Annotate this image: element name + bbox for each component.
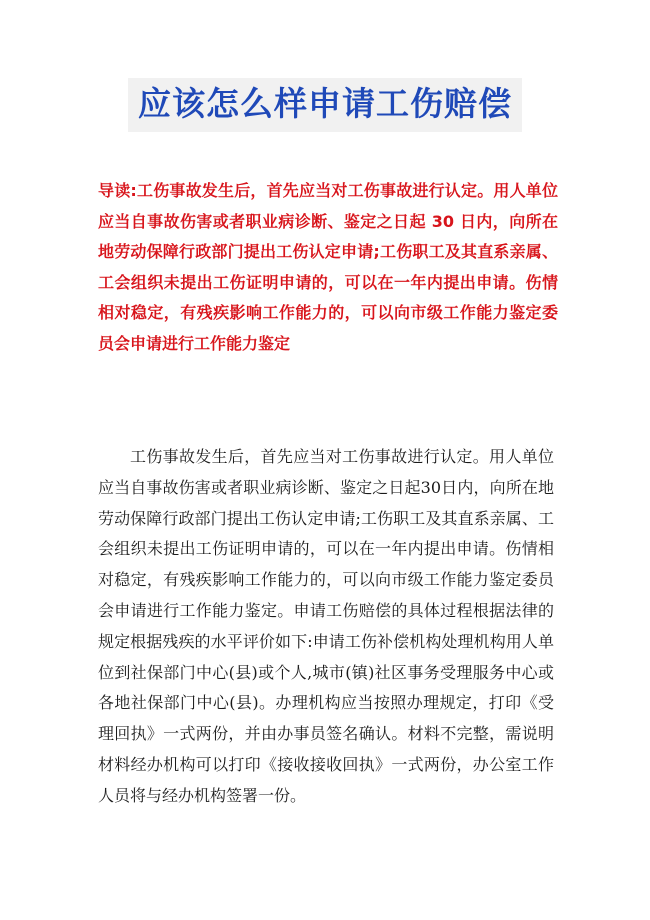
title-container — [0, 78, 650, 132]
body-paragraph: 工伤事故发生后，首先应当对工伤事故进行认定。用人单位应当自事故伤害或者职业病诊断、鉴定之日起30日内，向所在地劳动保障行政部门提出工伤认定申请;工伤职工及其直系亲属、工会组织未提出工伤证明申请的，可以在一年内提出申请。伤情相对稳定，有残疾影响工作能力的，可以向市级工作能力鉴定委员会申请进行工作能力鉴定。申请工伤赔偿的具体过程根据法律的规定根据残疾的水平评价如下:申请工伤补偿机构处理机构用人单位到社保部门中心(县)或个人,城市(镇)社区事务受理服务中心或各地社保部门中心(县)。办理机构应当按照办理规定，打印《受理回执》一式两份，并由办事员签名确认。材料不完整，需说明材料经办机构可以打印《接收接收回执》一式两份，办公室工作人员将与经办机构签署一份。 — [98, 447, 554, 805]
summary-text: 工伤事故发生后，首先应当对工伤事故进行认定。用人单位应当自事故伤害或者职业病诊断、鉴定之日起 30 日内，向所在地劳动保障行政部门提出工伤认定申请;工伤职工及其直系亲属、工会组织未提出工伤证明申请的，可以在一年内提出申请。伤情相对稳定，有残疾影响工作能力的，可以向市级工作能力鉴定委员会申请进行工作能力鉴定 — [98, 181, 558, 353]
summary-label: 导读: — [98, 181, 137, 200]
summary-block — [98, 176, 558, 359]
page-title: 应该怎么样申请工伤赔偿 — [128, 78, 522, 132]
